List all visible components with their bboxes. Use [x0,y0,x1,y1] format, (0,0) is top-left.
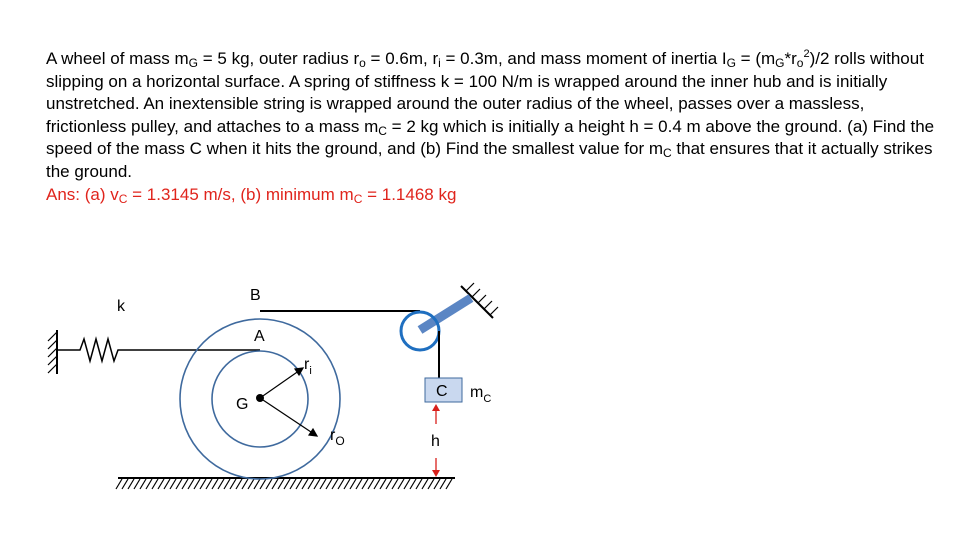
inner-radius-label: $r_i$ [304,356,312,377]
mass-label: $m_C$ [470,384,492,405]
point-b-label: B [250,287,261,304]
left-wall [48,330,57,374]
problem-text: A wheel of mass $m_G = 5$ kg, outer radius $r_o = 0.6m$, $r_i = 0.3m$, and mass moment of inertia $I_G = (m_G*r_o^2)/2$ rolls without slipping on a horizontal surface. A spring of stiffness k = 100 N/m is wrapped around the inner hub and is initially unstretched. An inextensible string is wrapped around the outer radius of the wheel, passes over a massless, frictionless pulley, and attaches to a mass $m_C = 2$ kg which is initially a height h = 0.4 m above the ground. (a) Find the speed of the mass C when it hits the ground, and (b) Find the smallest value for $m_C$ that ensures that it actually strikes the ground. [46,48,935,181]
outer-radius-label: $r_O$ [330,427,345,448]
answer-text: Ans: (a) $v_C = 1.3145$ m/s, (b) minimum $m_C = 1.1468$ kg [46,184,457,206]
ground [116,478,455,489]
center-g-label: G [236,396,249,413]
spring [57,339,260,361]
point-a-label: A [254,328,265,345]
mass-block-label: C [436,383,448,400]
pulley [401,312,439,350]
spring-label: k [117,298,125,315]
height-label: h [431,433,440,450]
